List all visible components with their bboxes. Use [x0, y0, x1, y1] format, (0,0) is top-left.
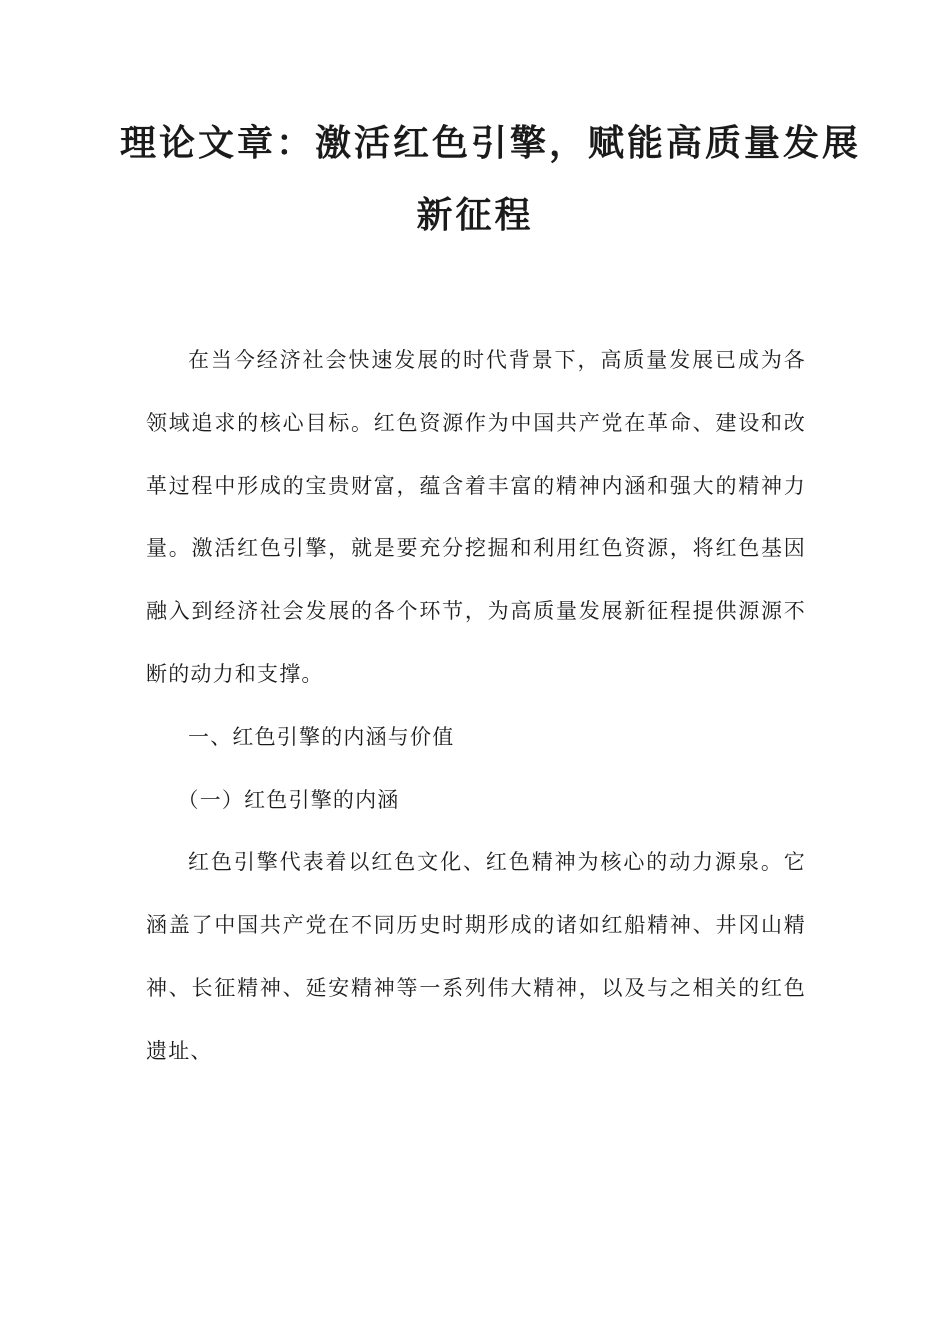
- section-heading: 一、红色引擎的内涵与价值: [188, 724, 455, 749]
- intro-paragraph: 在当今经济社会快速发展的时代背景下，高质量发展已成为各领域追求的核心目标。红色资源作为中国共产党在革命、建设和改革过程中形成的宝贵财富，蕴含着丰富的精神内涵和强大的精神力量。激活红色引擎，就是要充分挖掘和利用红色资源，将红色基因融入到经济社会发展的各个环节，为高质量发展新征程提供源源不断的动力和支撑。: [146, 348, 806, 686]
- subsection-heading: （一）红色引擎的内涵: [177, 787, 400, 812]
- document-title-line-2: 新征程: [416, 195, 534, 236]
- document-body: [146, 329, 806, 1083]
- body-paragraph: 红色引擎代表着以红色文化、红色精神为核心的动力源泉。它涵盖了中国共产党在不同历史时期形成的诸如红船精神、井冈山精神、长征精神、延安精神等一系列伟大精神，以及与之相关的红色遗址、: [146, 850, 806, 1063]
- document-title-line-1: 理论文章：激活红色引擎，赋能高质量发展: [120, 123, 862, 164]
